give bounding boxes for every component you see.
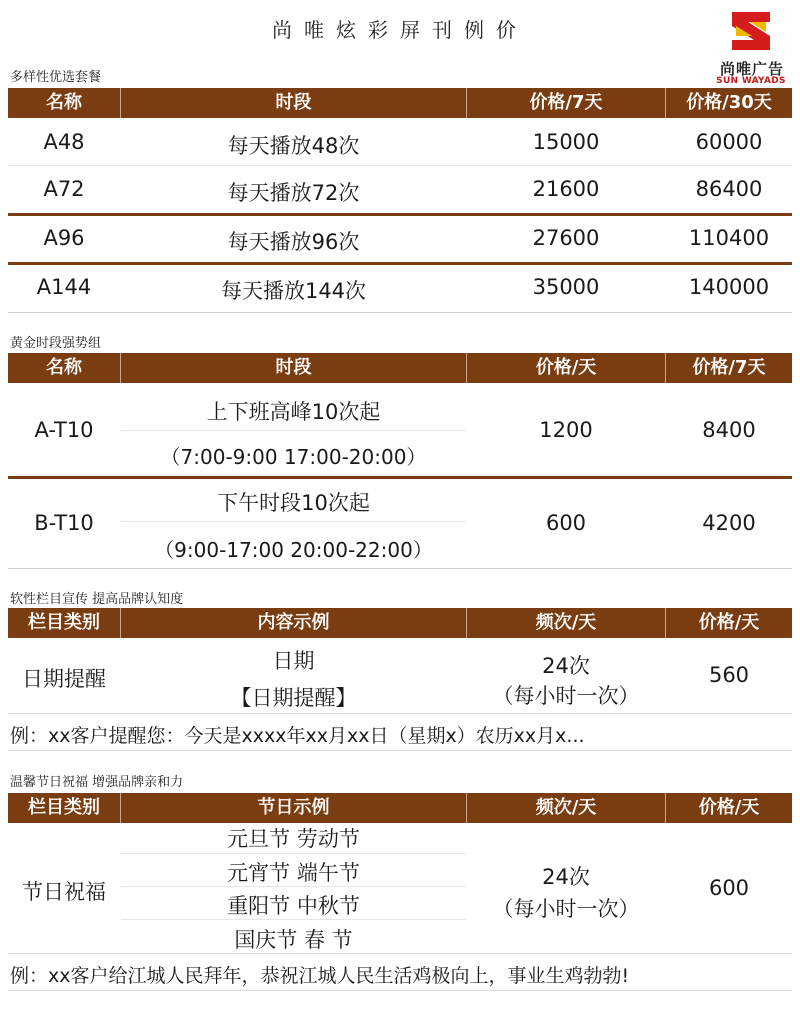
header-price-day: 价格/天 (535, 357, 597, 378)
row-price-7: 35000 (532, 275, 600, 299)
row-category: 日期提醒 (22, 667, 106, 691)
row-price-day: 600 (545, 511, 587, 535)
row-name: A144 (36, 275, 92, 299)
row-frequency: 24次 (542, 654, 590, 678)
row-name: A48 (43, 130, 85, 154)
row-price-7: 15000 (532, 130, 600, 154)
header-category: 栏目类别 (28, 797, 100, 818)
row-slot-title: 上下班高峰10次起 (206, 400, 381, 424)
row-price-day: 560 (708, 663, 750, 687)
row-content-title: 日期 (272, 649, 315, 673)
page-title: 尚唯炫彩屏刊例价 (272, 18, 528, 42)
sun-wayads-logo-icon (726, 6, 776, 56)
table-header-soft (8, 608, 792, 638)
row-category: 节日祝福 (22, 880, 106, 904)
row-frequency-note: （每小时一次） (492, 684, 640, 708)
row-name: A-T10 (34, 418, 94, 442)
row-slot-title: 下午时段10次起 (217, 491, 370, 515)
row-content-example: 【日期提醒】 (230, 686, 357, 710)
header-price-30: 价格/30天 (686, 92, 772, 113)
table-header-golden (8, 353, 792, 383)
table-header-holiday (8, 793, 792, 823)
example-note: 例：xx客户给江城人民拜年，恭祝江城人民生活鸡极向上，事业生鸡勃勃! (10, 965, 630, 987)
row-slot: 每天播放96次 (227, 230, 360, 254)
row-slot-hours: （7:00-9:00 17:00-20:00） (160, 445, 427, 469)
logo (716, 6, 786, 86)
row-slot-hours: （9:00-17:00 20:00-22:00） (154, 538, 433, 562)
row-price-7: 21600 (532, 177, 600, 201)
section-label-holiday: 温馨节日祝福 增强品牌亲和力 (10, 775, 184, 790)
row-price-day: 1200 (539, 418, 593, 442)
logo-sub: SUN WAYADS (716, 76, 786, 86)
row-name: A96 (43, 226, 85, 250)
header-frequency: 频次/天 (535, 797, 597, 818)
header-price-7: 价格/7天 (529, 92, 603, 113)
table-header-packages (8, 88, 792, 118)
row-price-30: 60000 (695, 130, 763, 154)
header-price-day: 价格/天 (698, 797, 760, 818)
row-price-30: 110400 (688, 226, 770, 250)
header-price-7: 价格/7天 (692, 357, 766, 378)
header-frequency: 频次/天 (535, 612, 597, 633)
header-holiday: 节日示例 (257, 797, 330, 818)
example-note: 例：xx客户提醒您：今天是xxxx年xx月xx日（星期x）农历xx月x... (10, 725, 585, 747)
header-name: 名称 (46, 92, 82, 113)
row-frequency: 24次 (542, 865, 590, 889)
holiday-line: 国庆节 春 节 (234, 928, 353, 952)
section-label-soft: 软性栏目宣传 提高品牌认知度 (10, 592, 184, 607)
holiday-line: 重阳节 中秋节 (227, 894, 360, 918)
row-price-30: 86400 (695, 177, 763, 201)
row-price-day: 600 (708, 876, 750, 900)
holiday-line: 元旦节 劳动节 (227, 827, 360, 851)
row-slot: 每天播放144次 (220, 279, 367, 303)
holiday-line: 元宵节 端午节 (227, 861, 360, 885)
row-slot: 每天播放72次 (227, 181, 360, 205)
row-slot: 每天播放48次 (227, 134, 360, 158)
row-name: A72 (43, 177, 85, 201)
row-price-30: 140000 (688, 275, 770, 299)
header-price-day: 价格/天 (698, 612, 760, 633)
header-category: 栏目类别 (28, 612, 100, 633)
section-label-golden: 黄金时段强势组 (10, 336, 102, 351)
row-frequency-note: （每小时一次） (492, 897, 640, 921)
section-label-packages: 多样性优选套餐 (10, 70, 102, 85)
row-price-7: 4200 (702, 511, 756, 535)
header-content: 内容示例 (257, 612, 330, 633)
row-name: B-T10 (34, 511, 94, 535)
header-slot: 时段 (275, 357, 312, 378)
header-slot: 时段 (275, 92, 312, 113)
row-price-7: 8400 (702, 418, 756, 442)
row-price-7: 27600 (532, 226, 600, 250)
header-name: 名称 (46, 357, 82, 378)
logo-name: 尚唯广告 (719, 60, 784, 78)
